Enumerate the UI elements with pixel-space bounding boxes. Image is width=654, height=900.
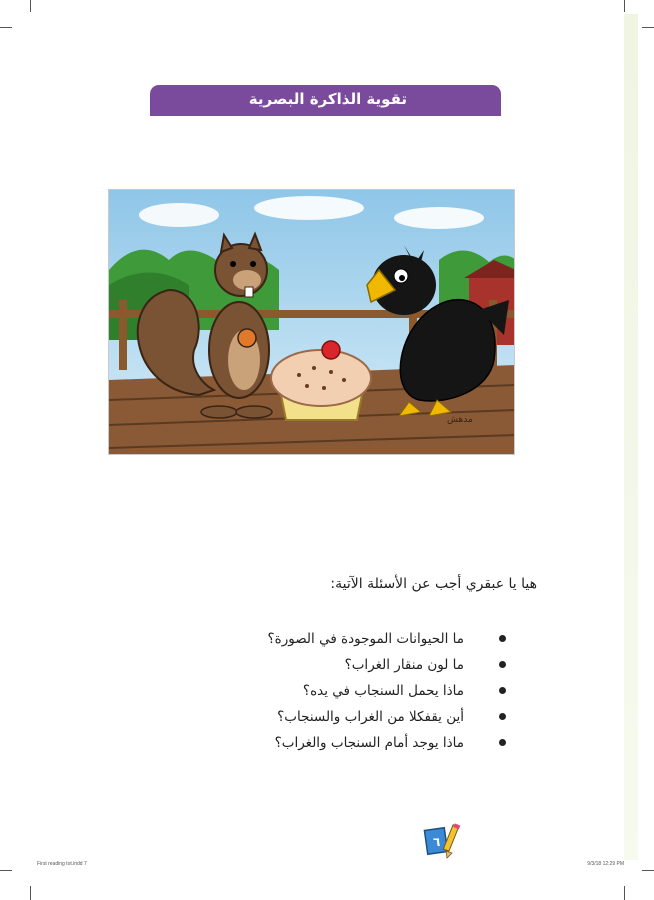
pencil-book-icon <box>422 823 464 859</box>
nut <box>238 329 256 347</box>
page-number-badge <box>422 823 464 859</box>
question-list <box>206 626 506 756</box>
question-text: ما لون منقار الغراب؟ <box>344 657 464 673</box>
crop-mark <box>624 886 625 900</box>
list-item <box>206 652 506 678</box>
crop-mark <box>30 886 31 900</box>
crop-mark <box>624 0 625 12</box>
question-text: ماذا يحمل السنجاب في يده؟ <box>302 683 464 699</box>
title-banner <box>150 85 501 116</box>
artist-signature: مدهش <box>447 415 473 425</box>
bullet-icon <box>499 739 506 746</box>
bullet-icon <box>499 661 506 668</box>
list-item <box>206 704 506 730</box>
bullet-icon <box>499 713 506 720</box>
crop-mark <box>30 0 31 12</box>
footer-filename: First reading tot.indd 7 <box>37 861 87 867</box>
bullet-icon <box>499 635 506 642</box>
cherry <box>322 341 340 359</box>
question-text: ماذا يوجد أمام السنجاب والغراب؟ <box>274 735 464 751</box>
list-item <box>206 626 506 652</box>
question-text: ما الحيوانات الموجودة في الصورة؟ <box>267 631 464 647</box>
crop-mark <box>642 870 654 871</box>
illustration-svg <box>109 190 515 455</box>
exercise-intro: هيا يا عبقري أجب عن الأسئلة الآتية: <box>330 576 537 592</box>
list-item <box>206 730 506 756</box>
page-edge-strip <box>624 14 638 860</box>
crop-mark <box>0 870 12 871</box>
list-item <box>206 678 506 704</box>
crop-mark <box>642 27 654 28</box>
story-illustration <box>108 189 515 455</box>
crop-mark <box>0 27 12 28</box>
question-text: أين يقفكلا من الغراب والسنجاب؟ <box>277 709 464 725</box>
page-number: ٦ <box>433 835 441 849</box>
bullet-icon <box>499 687 506 694</box>
footer-timestamp: 9/3/18 12:29 PM <box>587 861 624 867</box>
page-title: تقوية الذاكرة البصرية <box>248 90 407 108</box>
